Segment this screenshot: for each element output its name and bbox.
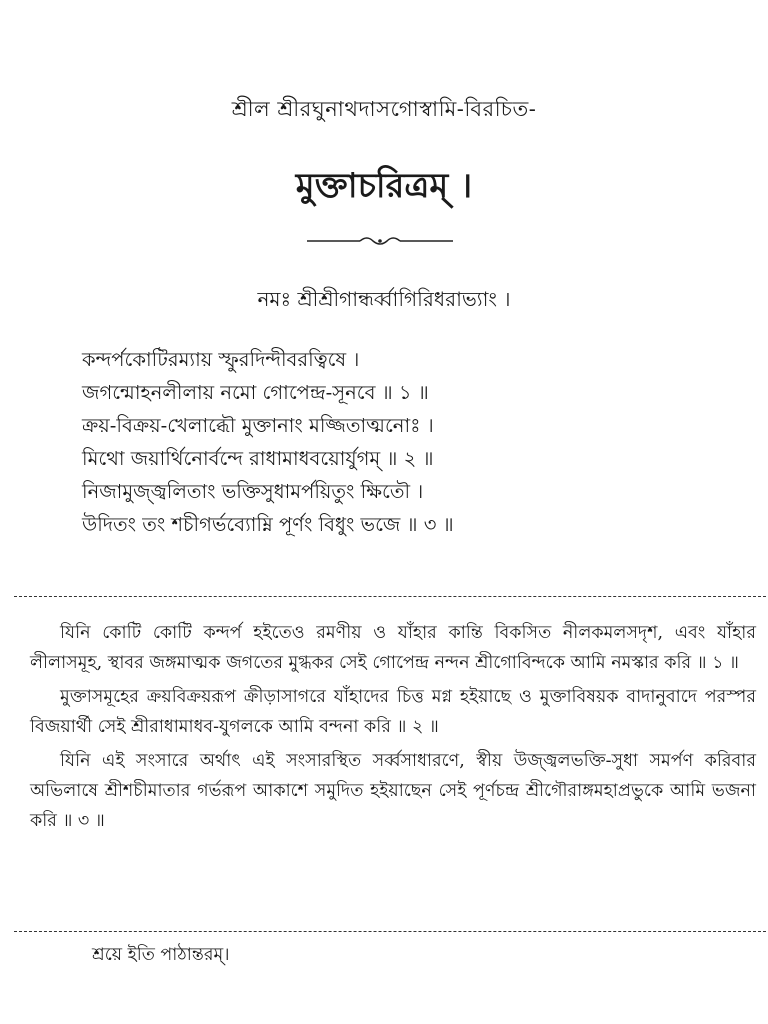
verse-block bbox=[82, 343, 722, 541]
commentary-paragraph: যিনি এই সংসারে অর্থাৎ এই সংসারস্থিত সর্ব্বসাধারণে, স্বীয় উজ্জ্বলভক্তি-সুধা সমর্পণ করিবার অভিলাষে শ্রীশচীমাতার গর্ভরূপ আকাশে সমুদিত হইয়াছেন সেই পূর্ণচন্দ্র শ্রীগৌরাঙ্গমহাপ্রভুকে আমি ভজনা করি ॥ ৩ ॥ bbox=[30, 751, 756, 831]
verse-line: কন্দর্পকোটিরম্যায় স্ফুরদিন্দীবরত্বিষে । bbox=[82, 348, 360, 371]
footnote-divider bbox=[14, 931, 766, 932]
author-attribution: শ্রীল শ্রীরঘুনাথদাসগোস্বামি-বিরচিত- bbox=[231, 97, 537, 121]
verse-line: উদিতং তং শচীগর্ভব্যোম্নি পূর্ণং বিধুং ভজে ॥ ৩ ॥ bbox=[82, 513, 454, 536]
ornament-divider-icon bbox=[305, 234, 455, 248]
commentary-block bbox=[30, 618, 756, 840]
verse-line: নিজামুজ্জ্বলিতাং ভক্তিসুধামর্পয়িতুং ক্ষিতৌ । bbox=[82, 480, 424, 503]
verse-line: মিথো জয়ার্থিনোর্বন্দে রাধামাধবয়োর্যুগম্ ॥ ২ ॥ bbox=[82, 447, 434, 470]
footnote: শ্রয়ে ইতি পাঠান্তরম্। bbox=[92, 945, 230, 965]
invocation-line: নমঃ শ্রীশ্রীগান্ধর্ব্বাগিরিধরাভ্যাং । bbox=[257, 287, 511, 311]
commentary-paragraph: মুক্তাসমূহের ক্রয়বিক্রয়রূপ ক্রীড়াসাগরে যাঁহাদের চিত্ত মগ্ন হইয়াছে ও মুক্তাবিষয়ক বাদানুবাদে পরস্পর বিজয়ার্থী সেই শ্রীরাধামাধব-যুগলকে আমি বন্দনা করি ॥ ২ ॥ bbox=[30, 687, 756, 737]
page-title: মুক্তাচরিত্রম্ । bbox=[295, 166, 473, 206]
commentary-paragraph: যিনি কোটি কোটি কন্দর্প হইতেও রমণীয় ও যাঁহার কান্তি বিকসিত নীলকমলসদৃশ, এবং যাঁহার লীলাসমূহ, স্থাবর জঙ্গমাত্মক জগতের মুগ্ধকর সেই গোপেন্দ্র নন্দন শ্রীগোবিন্দকে আমি নমস্কার করি ॥ ১ ॥ bbox=[30, 623, 756, 673]
section-divider bbox=[14, 596, 766, 597]
verse-line: ক্রয়-বিক্রয়-খেলাব্ধৌ মুক্তানাং মজ্জিতাত্মনোঃ । bbox=[82, 414, 434, 437]
verse-line: জগন্মোহনলীলায় নমো গোপেন্দ্র-সূনবে ॥ ১ ॥ bbox=[82, 381, 429, 404]
